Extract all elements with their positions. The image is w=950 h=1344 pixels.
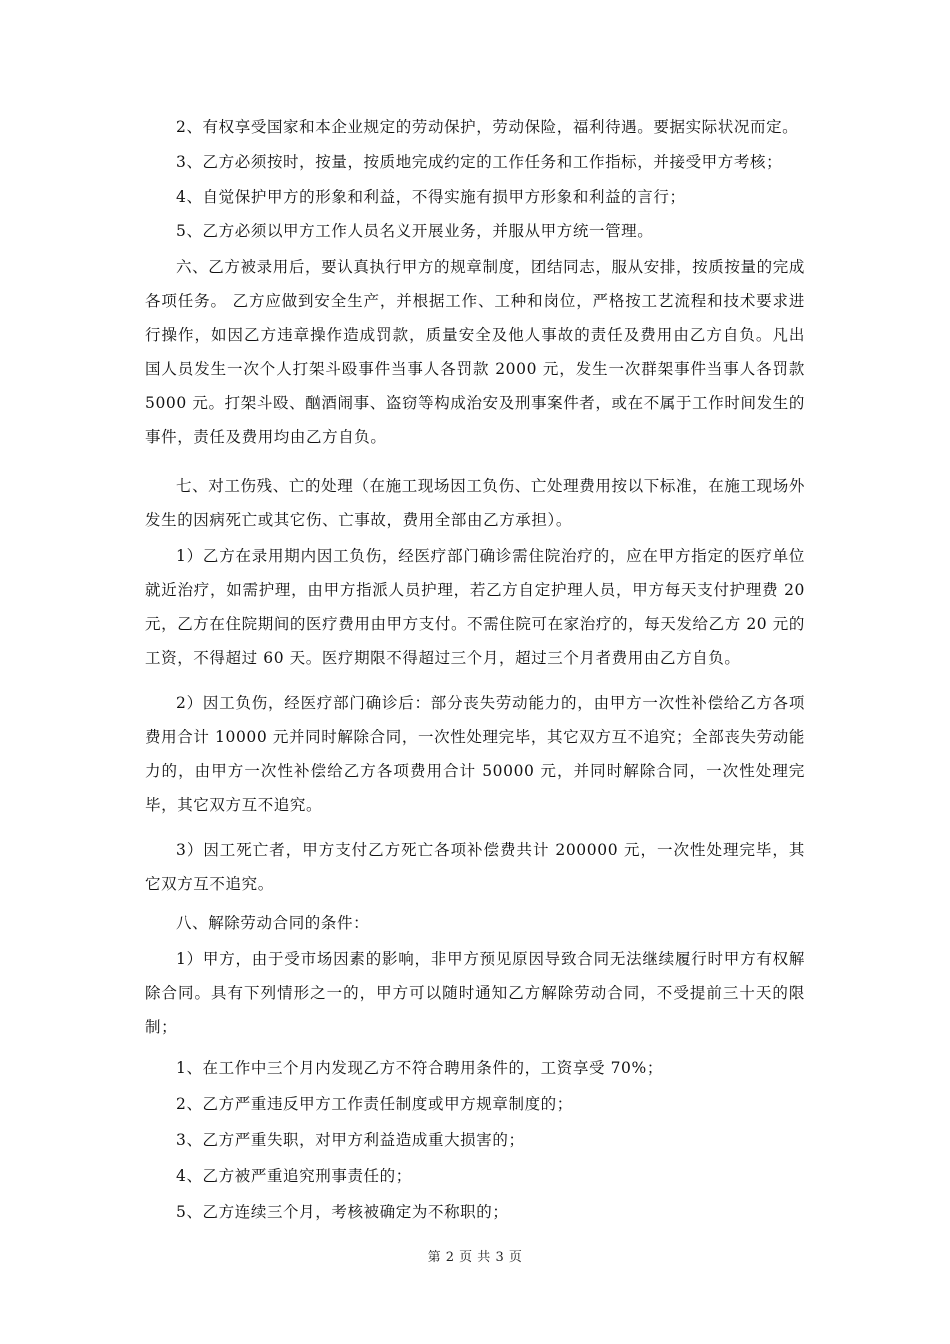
- paragraph-section-7: 七、对工伤残、亡的处理（在施工现场因工负伤、亡处理费用按以下标准，在施工现场外发生的因病死亡或其它伤、亡事故，费用全部由乙方承担）。: [145, 477, 805, 529]
- paragraph-right-3: 3、乙方必须按时，按量，按质地完成约定的工作任务和工作指标，并接受甲方考核；: [176, 153, 783, 171]
- paragraph-termination-4: 4、乙方被严重追究刑事责任的；: [176, 1167, 412, 1185]
- paragraph-termination-2: 2、乙方严重违反甲方工作责任制度或甲方规章制度的；: [176, 1095, 573, 1113]
- paragraph-section-8-item-1: 1）甲方，由于受市场因素的影响，非甲方预见原因导致合同无法继续履行时甲方有权解除合同。具有下列情形之一的，甲方可以随时通知乙方解除劳动合同，不受提前三十天的限制；: [145, 950, 805, 1036]
- paragraph-section-7-item-1: 1）乙方在录用期内因工负伤，经医疗部门确诊需住院治疗的，应在甲方指定的医疗单位就近治疗，如需护理，由甲方指派人员护理，若乙方自定护理人员，甲方每天支付护理费 20 元，乙方在住院期间的医疗费用由甲方支付。不需住院可在家治疗的，每天发给乙方 20 元的工资，不得超过 60 天。医疗期限不得超过三个月，超过三个月者费用由乙方自负。: [145, 547, 805, 667]
- paragraph-right-4: 4、自觉保护甲方的形象和利益，不得实施有损甲方形象和利益的言行；: [176, 188, 686, 206]
- paragraph-section-6: 六、乙方被录用后，要认真执行甲方的规章制度，团结同志，服从安排，按质按量的完成各项任务。 乙方应做到安全生产，并根据工作、工种和岗位，严格按工艺流程和技术要求进行操作，如因乙方违章操作造成罚款，质量安全及他人事故的责任及费用由乙方自负。凡出国人员发生一次个人打架斗殴事件当事人各罚款 2000 元，发生一次群架事件当事人各罚款 5000 元。打架斗殴、酗酒闹事、盗窃等构成治安及刑事案件者，或在不属于工作时间发生的事件，责任及费用均由乙方自负。: [145, 258, 805, 446]
- paragraph-termination-3: 3、乙方严重失职，对甲方利益造成重大损害的；: [176, 1131, 525, 1149]
- paragraph-termination-5: 5、乙方连续三个月，考核被确定为不称职的；: [176, 1203, 509, 1221]
- paragraph-termination-1: 1、在工作中三个月内发现乙方不符合聘用条件的，工资享受 70%；: [176, 1059, 663, 1077]
- page-number-footer: 第 2 页 共 3 页: [427, 1250, 523, 1265]
- paragraph-section-7-item-3: 3）因工死亡者，甲方支付乙方死亡各项补偿费共计 200000 元，一次性处理完毕，其它双方互不追究。: [145, 841, 805, 893]
- paragraph-section-7-item-2: 2）因工负伤，经医疗部门确诊后：部分丧失劳动能力的，由甲方一次性补偿给乙方各项费用合计 10000 元并同时解除合同，一次性处理完毕，其它双方互不追究；全部丧失劳动能力的，由甲方一次性补偿给乙方各项费用合计 50000 元，并同时解除合同，一次性处理完毕，其它双方互不追究。: [145, 694, 805, 814]
- paragraph-right-5: 5、乙方必须以甲方工作人员名义开展业务，并服从甲方统一管理。: [176, 222, 654, 240]
- paragraph-right-2: 2、有权享受国家和本企业规定的劳动保护，劳动保险，福利待遇。要据实际状况而定。: [176, 118, 799, 136]
- paragraph-section-8: 八、解除劳动合同的条件：: [176, 914, 370, 932]
